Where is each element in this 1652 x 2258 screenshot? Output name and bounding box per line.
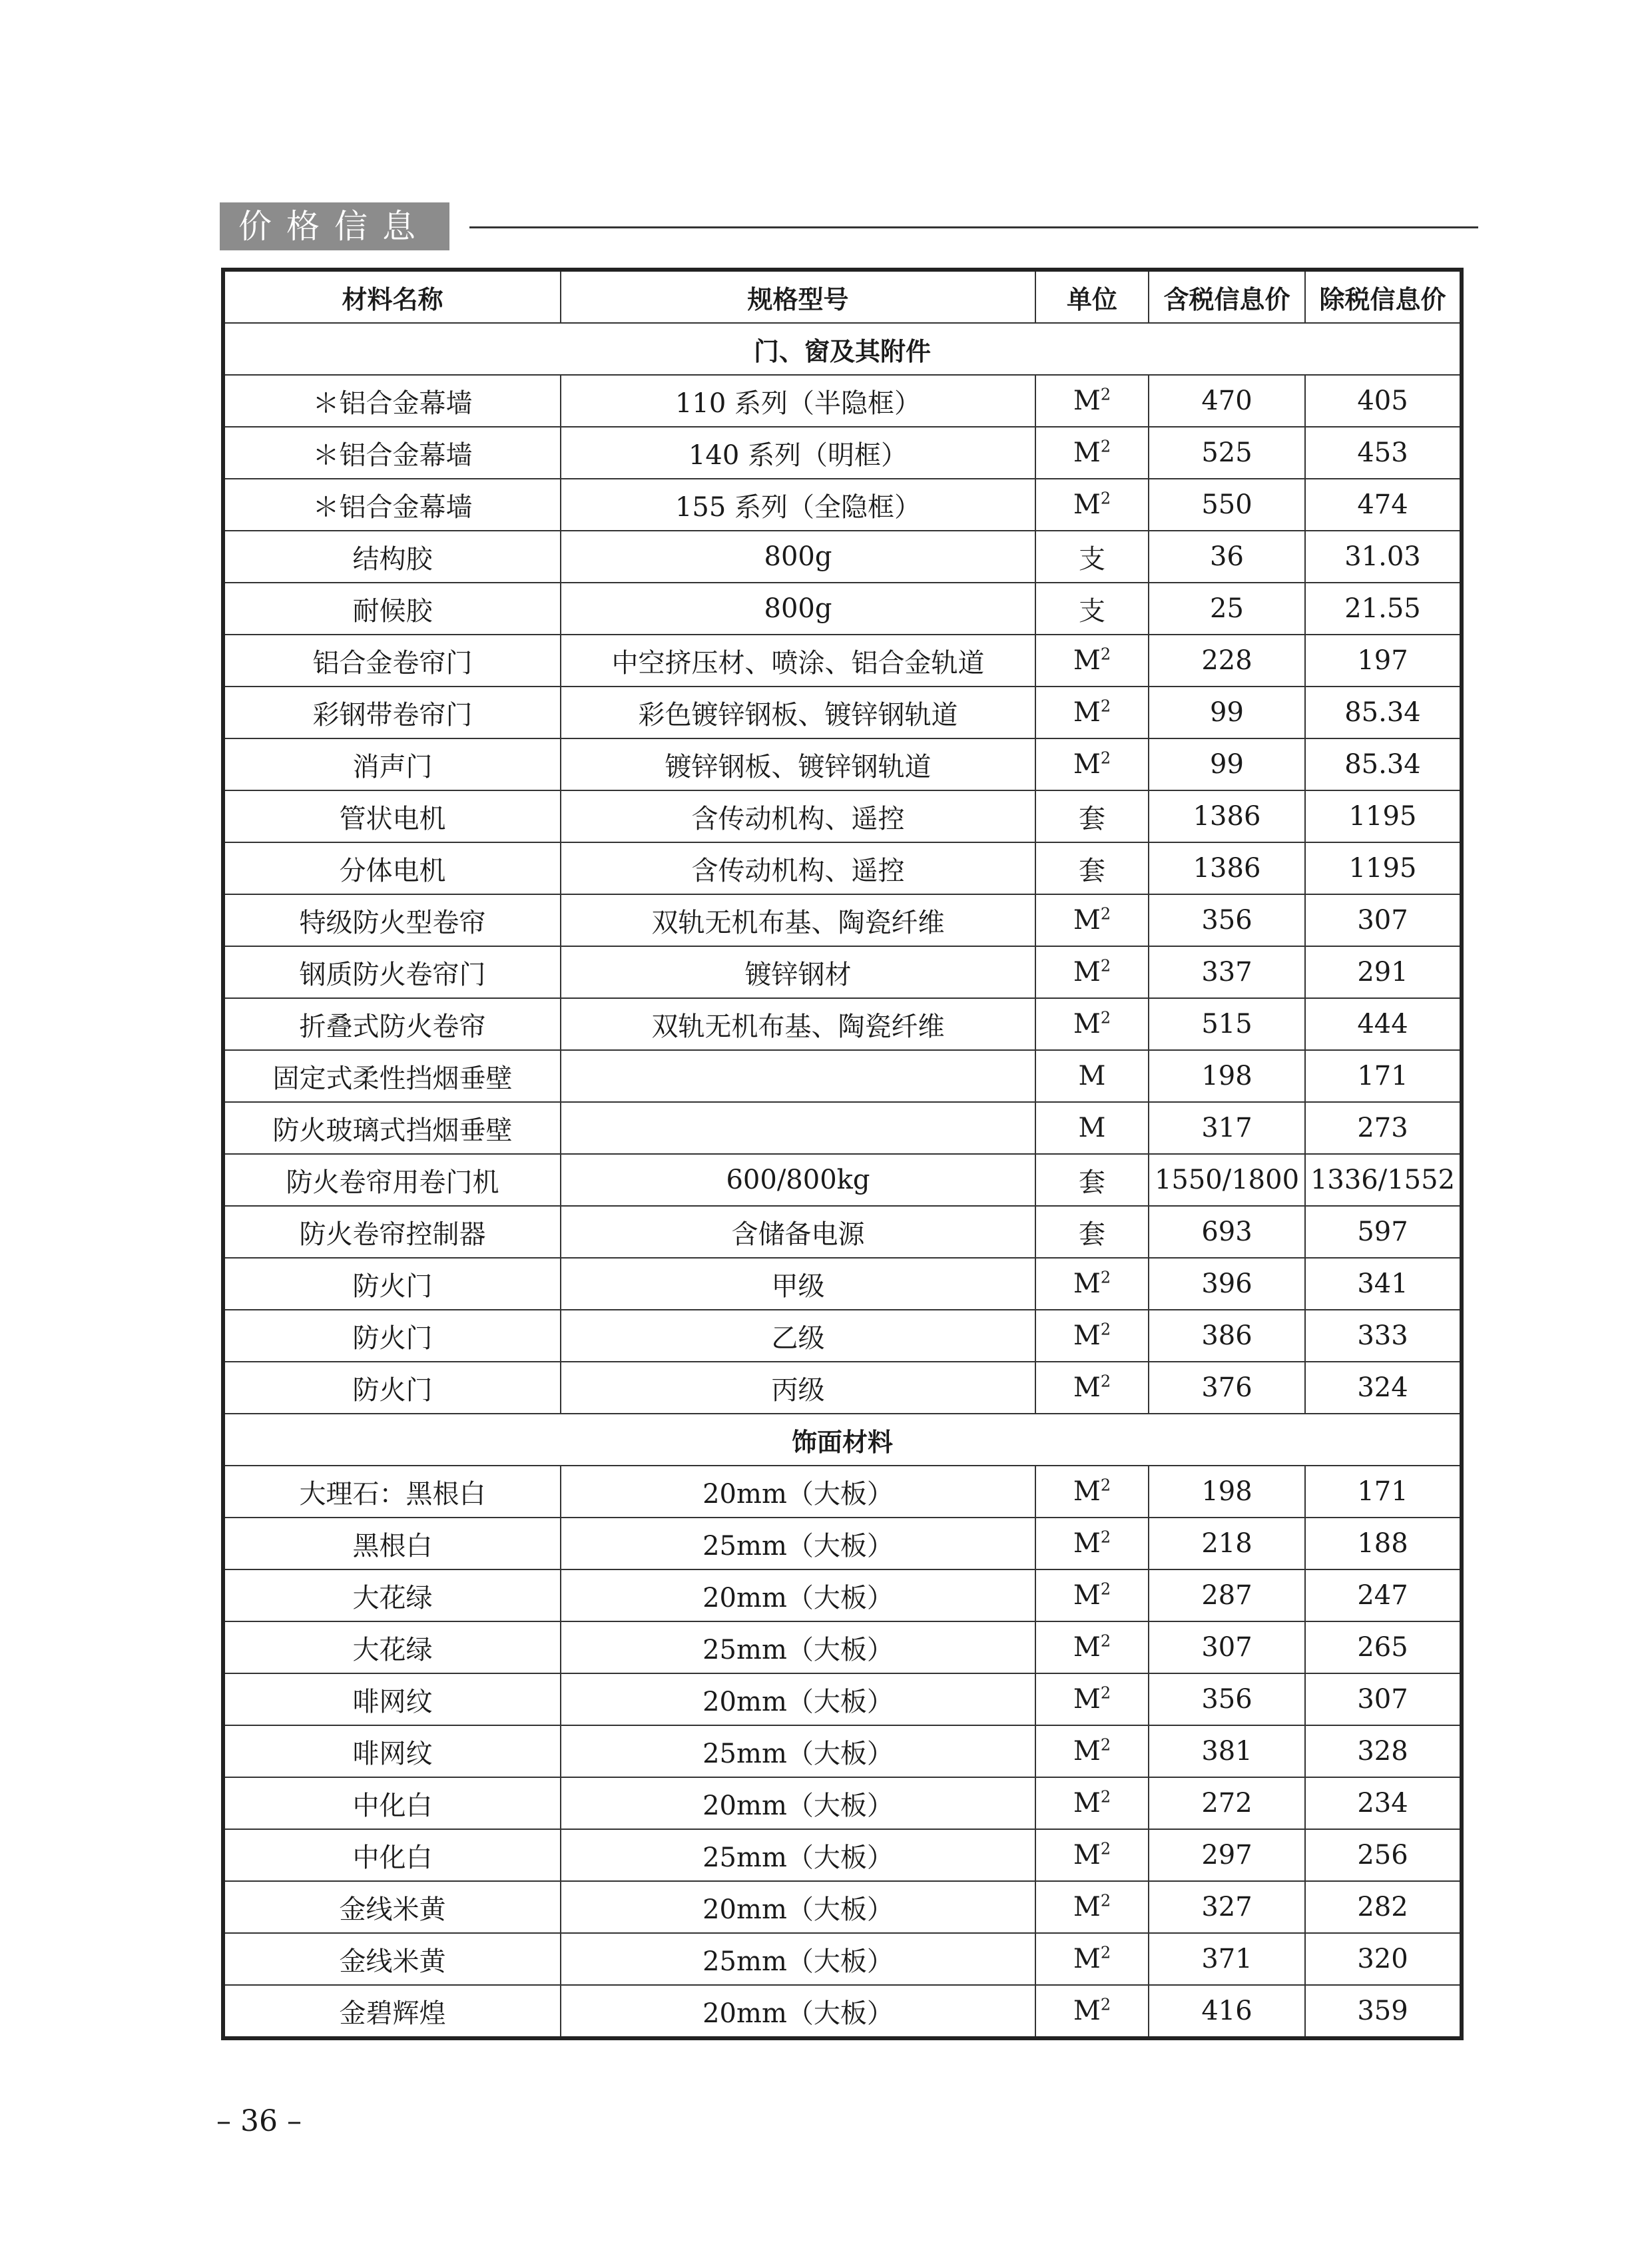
- unit-superscript: 2: [1100, 1735, 1111, 1755]
- unit-cell: [1035, 946, 1149, 998]
- tax-included-price-cell: 693: [1149, 1206, 1305, 1258]
- unit-cell: [1035, 1206, 1149, 1258]
- unit-superscript: 2: [1100, 1320, 1111, 1339]
- material-name-cell: 防火卷帘控制器: [223, 1206, 561, 1258]
- unit-text: M: [1073, 1944, 1101, 1974]
- specification-cell: 20mm（大板）: [561, 1777, 1035, 1829]
- specification-cell: 25mm（大板）: [561, 1829, 1035, 1881]
- material-name-cell: 耐候胶: [223, 583, 561, 635]
- table-row: [223, 427, 1462, 479]
- tax-included-price-cell: 376: [1149, 1362, 1305, 1414]
- tax-excluded-price-cell: 247: [1305, 1569, 1462, 1621]
- unit-cell: [1035, 531, 1149, 583]
- tax-excluded-price-cell: 1336/1552: [1305, 1154, 1462, 1206]
- column-header-tax-excluded-price: 除税信息价: [1305, 270, 1462, 323]
- table-row: [223, 998, 1462, 1050]
- unit-text: M: [1073, 1320, 1101, 1351]
- unit-text: M: [1073, 386, 1101, 416]
- specification-cell: 双轨无机布基、陶瓷纤维: [561, 998, 1035, 1050]
- unit-text: M: [1073, 1892, 1101, 1922]
- tax-excluded-price-cell: 359: [1305, 1985, 1462, 2038]
- tax-excluded-price-cell: 1195: [1305, 842, 1462, 894]
- material-name-cell: 大花绿: [223, 1569, 561, 1621]
- table-row: [223, 842, 1462, 894]
- unit-text: M: [1073, 1684, 1101, 1715]
- tax-included-price-cell: 416: [1149, 1985, 1305, 2038]
- unit-text: M: [1073, 489, 1101, 520]
- tax-included-price-cell: 356: [1149, 894, 1305, 946]
- material-name-cell: 钢质防火卷帘门: [223, 946, 561, 998]
- material-name-cell: 防火门: [223, 1258, 561, 1310]
- unit-text: M: [1073, 697, 1101, 728]
- tax-included-price-cell: 371: [1149, 1933, 1305, 1985]
- material-name-cell: ＊铝合金幕墙: [223, 375, 561, 427]
- unit-cell: [1035, 894, 1149, 946]
- material-name-cell: 啡网纹: [223, 1725, 561, 1777]
- unit-cell: [1035, 1881, 1149, 1933]
- unit-cell: [1035, 1829, 1149, 1881]
- unit-superscript: 2: [1100, 904, 1111, 924]
- tax-excluded-price-cell: 273: [1305, 1102, 1462, 1154]
- table-row: [223, 1154, 1462, 1206]
- unit-superscript: 2: [1100, 1683, 1111, 1703]
- tax-excluded-price-cell: 197: [1305, 635, 1462, 687]
- specification-cell: 甲级: [561, 1258, 1035, 1310]
- column-header-tax-included-price: 含税信息价: [1149, 270, 1305, 323]
- unit-superscript: 2: [1100, 437, 1111, 456]
- specification-cell: 155 系列（全隐框）: [561, 479, 1035, 531]
- tax-excluded-price-cell: 474: [1305, 479, 1462, 531]
- specification-cell: 含储备电源: [561, 1206, 1035, 1258]
- tax-included-price-cell: 317: [1149, 1102, 1305, 1154]
- specification-cell: 25mm（大板）: [561, 1621, 1035, 1673]
- specification-cell: 600/800kg: [561, 1154, 1035, 1206]
- specification-cell: 20mm（大板）: [561, 1569, 1035, 1621]
- unit-text: M: [1073, 1840, 1101, 1870]
- specification-cell: [561, 1050, 1035, 1102]
- unit-cell: [1035, 687, 1149, 738]
- tax-included-price-cell: 327: [1149, 1881, 1305, 1933]
- unit-text: M: [1073, 749, 1101, 780]
- unit-cell: [1035, 842, 1149, 894]
- unit-text: M: [1073, 437, 1101, 468]
- unit-superscript: 2: [1100, 645, 1111, 664]
- tax-excluded-price-cell: 444: [1305, 998, 1462, 1050]
- unit-superscript: 2: [1100, 1268, 1111, 1287]
- table-row: [223, 1725, 1462, 1777]
- section-header: [220, 202, 1478, 250]
- category-row: [223, 1414, 1462, 1466]
- tax-included-price-cell: 198: [1149, 1466, 1305, 1518]
- table-row: [223, 531, 1462, 583]
- unit-superscript: 2: [1100, 1008, 1111, 1027]
- table-row: [223, 1569, 1462, 1621]
- unit-text: 套: [1079, 855, 1105, 886]
- tax-excluded-price-cell: 21.55: [1305, 583, 1462, 635]
- material-name-cell: 金线米黄: [223, 1933, 561, 1985]
- unit-superscript: 2: [1100, 697, 1111, 716]
- table-row: [223, 583, 1462, 635]
- table-row: [223, 375, 1462, 427]
- unit-text: 套: [1079, 1167, 1105, 1198]
- tax-excluded-price-cell: 405: [1305, 375, 1462, 427]
- unit-text: 支: [1079, 595, 1105, 627]
- material-name-cell: 黑根白: [223, 1518, 561, 1569]
- unit-text: 套: [1079, 1219, 1105, 1250]
- unit-text: M: [1073, 905, 1101, 936]
- tax-included-price-cell: 36: [1149, 531, 1305, 583]
- tax-included-price-cell: 550: [1149, 479, 1305, 531]
- table-row: [223, 1985, 1462, 2038]
- tax-excluded-price-cell: 328: [1305, 1725, 1462, 1777]
- unit-superscript: 2: [1100, 1476, 1111, 1495]
- tax-included-price-cell: 525: [1149, 427, 1305, 479]
- category-row: [223, 323, 1462, 375]
- tax-included-price-cell: 470: [1149, 375, 1305, 427]
- tax-included-price-cell: 381: [1149, 1725, 1305, 1777]
- tax-included-price-cell: 1386: [1149, 842, 1305, 894]
- material-name-cell: 中化白: [223, 1777, 561, 1829]
- unit-cell: [1035, 375, 1149, 427]
- material-name-cell: 固定式柔性挡烟垂壁: [223, 1050, 561, 1102]
- tax-included-price-cell: 99: [1149, 687, 1305, 738]
- specification-cell: 25mm（大板）: [561, 1933, 1035, 1985]
- unit-cell: [1035, 1050, 1149, 1102]
- tax-excluded-price-cell: 320: [1305, 1933, 1462, 1985]
- unit-text: M: [1073, 1476, 1101, 1507]
- tax-included-price-cell: 99: [1149, 738, 1305, 790]
- unit-cell: [1035, 479, 1149, 531]
- unit-cell: [1035, 1154, 1149, 1206]
- material-name-cell: 彩钢带卷帘门: [223, 687, 561, 738]
- material-name-cell: 消声门: [223, 738, 561, 790]
- tax-excluded-price-cell: 234: [1305, 1777, 1462, 1829]
- tax-excluded-price-cell: 31.03: [1305, 531, 1462, 583]
- tax-included-price-cell: 1386: [1149, 790, 1305, 842]
- specification-cell: 镀锌钢材: [561, 946, 1035, 998]
- tax-excluded-price-cell: 333: [1305, 1310, 1462, 1362]
- table-header-row: [223, 270, 1462, 323]
- material-name-cell: 金碧辉煌: [223, 1985, 561, 2038]
- material-name-cell: 金线米黄: [223, 1881, 561, 1933]
- column-header-unit: 单位: [1035, 270, 1149, 323]
- table-row: [223, 1777, 1462, 1829]
- tax-excluded-price-cell: 188: [1305, 1518, 1462, 1569]
- material-name-cell: 铝合金卷帘门: [223, 635, 561, 687]
- table-row: [223, 635, 1462, 687]
- specification-cell: 20mm（大板）: [561, 1881, 1035, 1933]
- material-name-cell: 防火卷帘用卷门机: [223, 1154, 561, 1206]
- tax-included-price-cell: 272: [1149, 1777, 1305, 1829]
- unit-cell: [1035, 635, 1149, 687]
- unit-cell: [1035, 790, 1149, 842]
- price-table: [221, 268, 1464, 2040]
- unit-text: M: [1078, 1113, 1106, 1143]
- header-rule: [469, 226, 1478, 228]
- tax-included-price-cell: 356: [1149, 1673, 1305, 1725]
- specification-cell: 镀锌钢板、镀锌钢轨道: [561, 738, 1035, 790]
- table-row: [223, 1673, 1462, 1725]
- tax-included-price-cell: 337: [1149, 946, 1305, 998]
- material-name-cell: 大花绿: [223, 1621, 561, 1673]
- material-name-cell: 分体电机: [223, 842, 561, 894]
- unit-cell: [1035, 1985, 1149, 2038]
- tax-included-price-cell: 25: [1149, 583, 1305, 635]
- table-row: [223, 1310, 1462, 1362]
- category-label: 饰面材料: [223, 1414, 1462, 1466]
- unit-cell: [1035, 1310, 1149, 1362]
- specification-cell: 彩色镀锌钢板、镀锌钢轨道: [561, 687, 1035, 738]
- tax-excluded-price-cell: 307: [1305, 1673, 1462, 1725]
- table-row: [223, 1362, 1462, 1414]
- table-row: [223, 1258, 1462, 1310]
- table-row: [223, 479, 1462, 531]
- section-title: 价格信息: [220, 202, 449, 250]
- tax-included-price-cell: 1550/1800: [1149, 1154, 1305, 1206]
- unit-cell: [1035, 427, 1149, 479]
- specification-cell: 800g: [561, 583, 1035, 635]
- table-row: [223, 1518, 1462, 1569]
- unit-text: M: [1078, 1061, 1106, 1091]
- material-name-cell: 啡网纹: [223, 1673, 561, 1725]
- material-name-cell: 结构胶: [223, 531, 561, 583]
- material-name-cell: 防火门: [223, 1310, 561, 1362]
- tax-excluded-price-cell: 341: [1305, 1258, 1462, 1310]
- tax-included-price-cell: 307: [1149, 1621, 1305, 1673]
- unit-cell: [1035, 1362, 1149, 1414]
- specification-cell: 双轨无机布基、陶瓷纤维: [561, 894, 1035, 946]
- material-name-cell: ＊铝合金幕墙: [223, 427, 561, 479]
- material-name-cell: 防火玻璃式挡烟垂壁: [223, 1102, 561, 1154]
- tax-included-price-cell: 218: [1149, 1518, 1305, 1569]
- specification-cell: 140 系列（明框）: [561, 427, 1035, 479]
- tax-excluded-price-cell: 1195: [1305, 790, 1462, 842]
- material-name-cell: 中化白: [223, 1829, 561, 1881]
- unit-cell: [1035, 1777, 1149, 1829]
- unit-superscript: 2: [1100, 956, 1111, 976]
- unit-text: M: [1073, 645, 1101, 676]
- unit-cell: [1035, 1466, 1149, 1518]
- specification-cell: 乙级: [561, 1310, 1035, 1362]
- tax-included-price-cell: 198: [1149, 1050, 1305, 1102]
- tax-included-price-cell: 228: [1149, 635, 1305, 687]
- unit-text: M: [1073, 1269, 1101, 1299]
- table-row: [223, 1621, 1462, 1673]
- specification-cell: 中空挤压材、喷涂、铝合金轨道: [561, 635, 1035, 687]
- tax-excluded-price-cell: 171: [1305, 1466, 1462, 1518]
- unit-superscript: 2: [1100, 1839, 1111, 1858]
- unit-text: M: [1073, 1580, 1101, 1611]
- table-row: [223, 687, 1462, 738]
- tax-included-price-cell: 287: [1149, 1569, 1305, 1621]
- material-name-cell: 大理石：黑根白: [223, 1466, 561, 1518]
- unit-text: M: [1073, 1528, 1101, 1559]
- specification-cell: 25mm（大板）: [561, 1518, 1035, 1569]
- unit-cell: [1035, 738, 1149, 790]
- unit-superscript: 2: [1100, 748, 1111, 768]
- table-row: [223, 1933, 1462, 1985]
- unit-superscript: 2: [1100, 385, 1111, 404]
- unit-superscript: 2: [1100, 1372, 1111, 1391]
- tax-excluded-price-cell: 324: [1305, 1362, 1462, 1414]
- unit-superscript: 2: [1100, 1943, 1111, 1962]
- tax-included-price-cell: 396: [1149, 1258, 1305, 1310]
- tax-excluded-price-cell: 307: [1305, 894, 1462, 946]
- table-row: [223, 894, 1462, 946]
- tax-excluded-price-cell: 282: [1305, 1881, 1462, 1933]
- tax-included-price-cell: 297: [1149, 1829, 1305, 1881]
- unit-cell: [1035, 1673, 1149, 1725]
- tax-excluded-price-cell: 291: [1305, 946, 1462, 998]
- specification-cell: 含传动机构、遥控: [561, 790, 1035, 842]
- unit-cell: [1035, 1621, 1149, 1673]
- unit-text: M: [1073, 1788, 1101, 1819]
- unit-superscript: 2: [1100, 1787, 1111, 1807]
- material-name-cell: 折叠式防火卷帘: [223, 998, 561, 1050]
- tax-excluded-price-cell: 453: [1305, 427, 1462, 479]
- unit-cell: [1035, 1518, 1149, 1569]
- unit-cell: [1035, 1569, 1149, 1621]
- specification-cell: 25mm（大板）: [561, 1725, 1035, 1777]
- column-header-name: 材料名称: [223, 270, 561, 323]
- unit-superscript: 2: [1100, 1995, 1111, 2014]
- material-name-cell: ＊铝合金幕墙: [223, 479, 561, 531]
- unit-cell: [1035, 1725, 1149, 1777]
- unit-superscript: 2: [1100, 489, 1111, 508]
- unit-cell: [1035, 1933, 1149, 1985]
- table-row: [223, 1829, 1462, 1881]
- unit-text: 支: [1079, 543, 1105, 575]
- table-row: [223, 1050, 1462, 1102]
- specification-cell: 20mm（大板）: [561, 1673, 1035, 1725]
- column-header-spec: 规格型号: [561, 270, 1035, 323]
- unit-text: M: [1073, 1009, 1101, 1039]
- unit-text: M: [1073, 1736, 1101, 1767]
- material-name-cell: 管状电机: [223, 790, 561, 842]
- tax-excluded-price-cell: 256: [1305, 1829, 1462, 1881]
- specification-cell: 含传动机构、遥控: [561, 842, 1035, 894]
- table-row: [223, 1466, 1462, 1518]
- table-body: [223, 323, 1462, 2038]
- unit-cell: [1035, 1258, 1149, 1310]
- unit-text: M: [1073, 1372, 1101, 1403]
- table-row: [223, 790, 1462, 842]
- unit-cell: [1035, 998, 1149, 1050]
- tax-excluded-price-cell: 265: [1305, 1621, 1462, 1673]
- material-name-cell: 防火门: [223, 1362, 561, 1414]
- tax-excluded-price-cell: 85.34: [1305, 687, 1462, 738]
- table-row: [223, 1102, 1462, 1154]
- unit-text: M: [1073, 1632, 1101, 1663]
- page-number: – 36 –: [216, 2104, 302, 2138]
- specification-cell: 20mm（大板）: [561, 1466, 1035, 1518]
- specification-cell: 110 系列（半隐框）: [561, 375, 1035, 427]
- unit-superscript: 2: [1100, 1528, 1111, 1547]
- tax-excluded-price-cell: 597: [1305, 1206, 1462, 1258]
- tax-included-price-cell: 386: [1149, 1310, 1305, 1362]
- unit-superscript: 2: [1100, 1579, 1111, 1599]
- table-row: [223, 1881, 1462, 1933]
- unit-text: M: [1073, 1996, 1101, 2026]
- unit-text: 套: [1079, 803, 1105, 834]
- material-name-cell: 特级防火型卷帘: [223, 894, 561, 946]
- unit-cell: [1035, 583, 1149, 635]
- tax-excluded-price-cell: 171: [1305, 1050, 1462, 1102]
- table-row: [223, 1206, 1462, 1258]
- specification-cell: 20mm（大板）: [561, 1985, 1035, 2038]
- unit-cell: [1035, 1102, 1149, 1154]
- tax-excluded-price-cell: 85.34: [1305, 738, 1462, 790]
- unit-text: M: [1073, 957, 1101, 988]
- unit-superscript: 2: [1100, 1631, 1111, 1651]
- table-row: [223, 946, 1462, 998]
- specification-cell: 800g: [561, 531, 1035, 583]
- tax-included-price-cell: 515: [1149, 998, 1305, 1050]
- category-label: 门、窗及其附件: [223, 323, 1462, 375]
- specification-cell: 丙级: [561, 1362, 1035, 1414]
- unit-superscript: 2: [1100, 1891, 1111, 1910]
- table-row: [223, 738, 1462, 790]
- specification-cell: [561, 1102, 1035, 1154]
